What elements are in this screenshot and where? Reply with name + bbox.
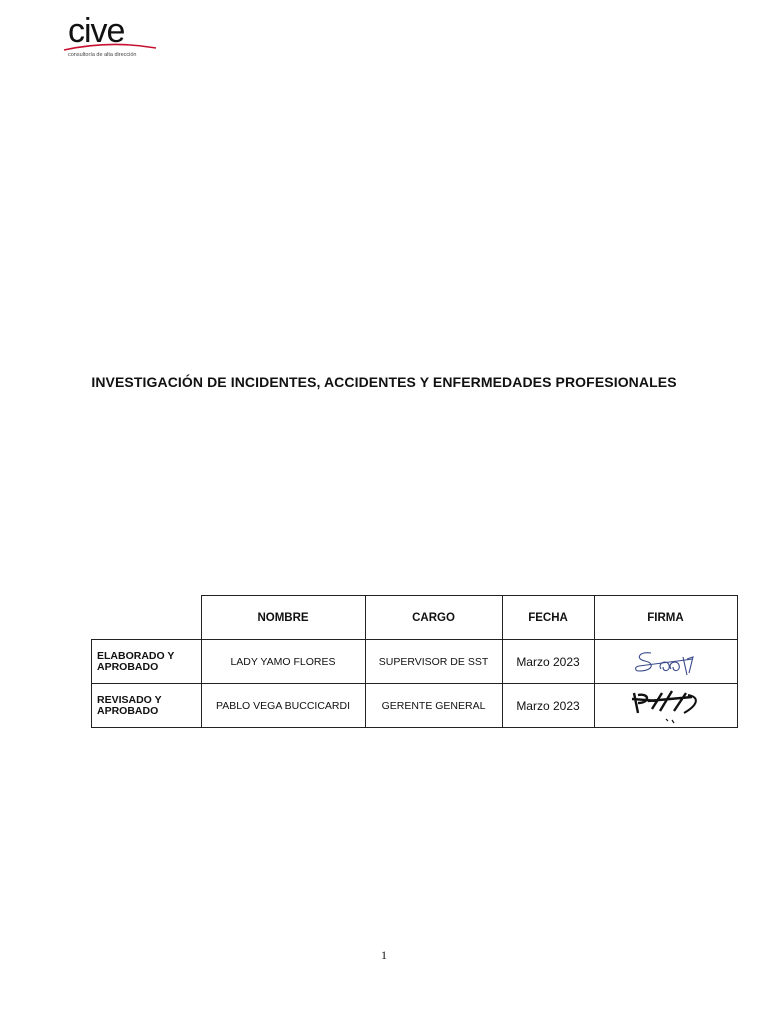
logo-swoosh-icon [62, 42, 158, 52]
fecha-cell: Marzo 2023 [502, 640, 594, 684]
header-cargo: CARGO [365, 596, 502, 640]
cargo-cell: SUPERVISOR DE SST [365, 640, 502, 684]
table-header-row [92, 596, 738, 640]
approval-table [91, 595, 738, 728]
header-fecha: FECHA [502, 596, 594, 640]
fecha-cell: Marzo 2023 [502, 684, 594, 728]
logo-tagline: consultoría de alta dirección [68, 52, 137, 58]
company-logo [62, 14, 162, 62]
logo-wordmark: cive [68, 12, 125, 50]
firma-cell [594, 684, 737, 728]
firma-cell [594, 640, 737, 684]
nombre-cell: PABLO VEGA BUCCICARDI [201, 684, 365, 728]
signature-image [628, 687, 704, 725]
role-cell: REVISADO Y APROBADO [92, 684, 202, 728]
header-firma: FIRMA [594, 596, 737, 640]
cargo-cell: GERENTE GENERAL [365, 684, 502, 728]
table-row [92, 640, 738, 684]
blank-header-cell [92, 596, 202, 640]
document-title: INVESTIGACIÓN DE INCIDENTES, ACCIDENTES Y ENFERMEDADES PROFESIONALES [91, 374, 677, 390]
role-cell: ELABORADO Y APROBADO [92, 640, 202, 684]
signature-image [631, 645, 701, 679]
nombre-cell: LADY YAMO FLORES [201, 640, 365, 684]
page-number: 1 [381, 948, 387, 962]
table-row [92, 684, 738, 728]
header-nombre: NOMBRE [201, 596, 365, 640]
